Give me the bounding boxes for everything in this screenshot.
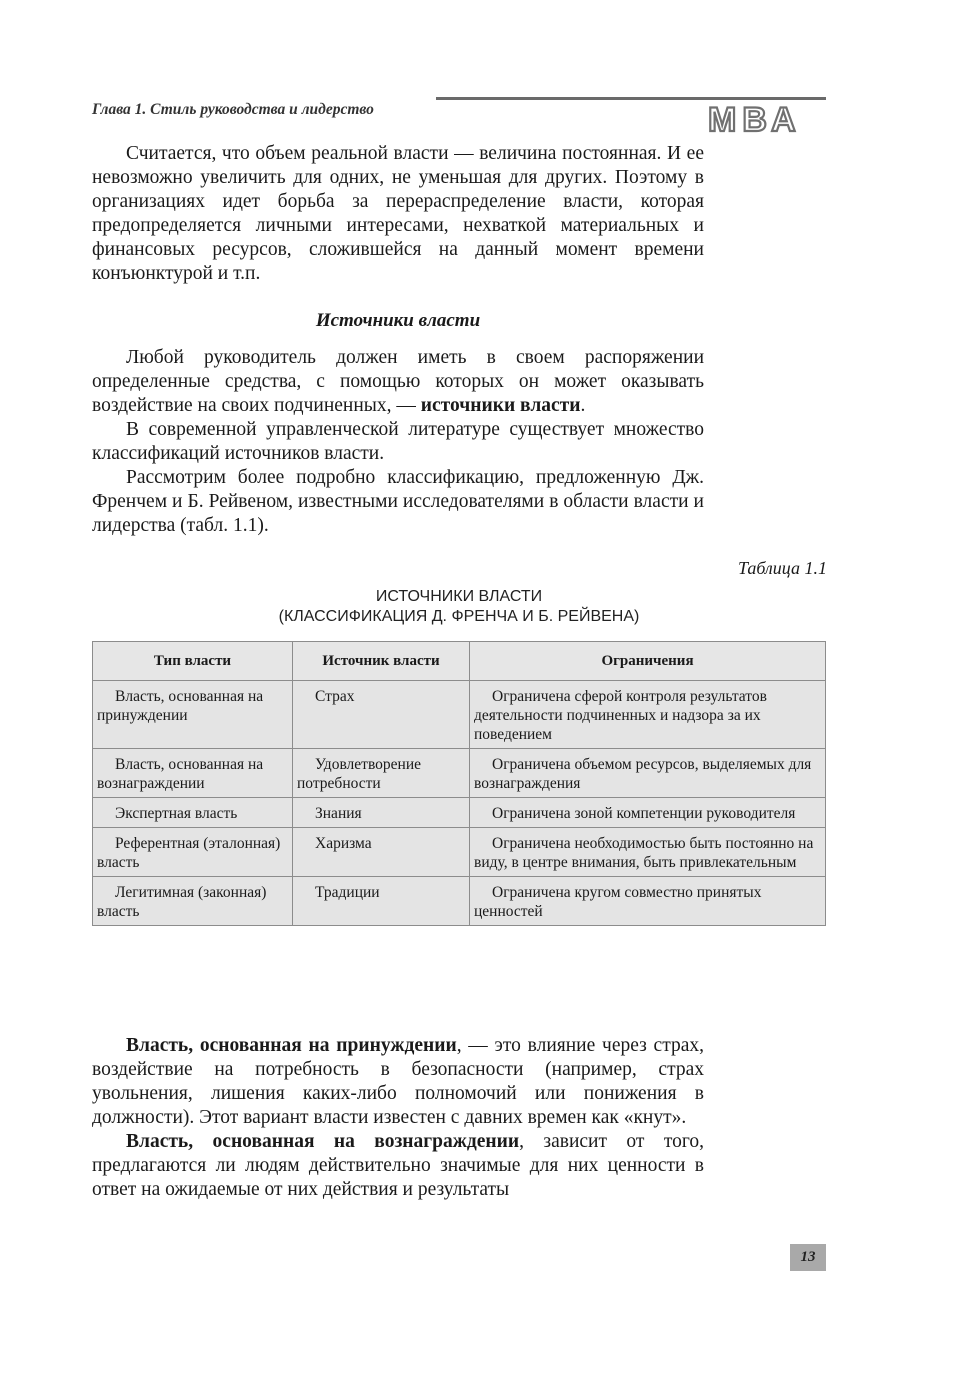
text-span: , — это влияние через страх, воздействие на потребность в безопасности (например, страх увольнения, лишения каких-либо полномочий или понижения в должности). Этот вариант власти известен с давних времен как «кнут». — [92, 1035, 705, 1128]
power-types-paragraph-block — [92, 1034, 704, 1202]
cell-text: Удовлетворение потребности — [297, 756, 422, 792]
cell-text: Ограничена сферой контроля результатов деятельности подчиненных и надзора за их поведением — [474, 688, 767, 743]
intro-paragraph-block — [92, 142, 704, 286]
table-row — [93, 828, 826, 877]
table-cell — [470, 877, 826, 926]
table-cell — [93, 798, 293, 828]
bold-term: Власть, основанная на вознаграждении — [126, 1131, 520, 1152]
cell-text: Ограничена кругом совместно принятых ценностей — [474, 884, 762, 920]
bold-term: источники власти — [420, 395, 581, 416]
paragraph — [92, 346, 704, 418]
paragraph — [92, 1034, 704, 1130]
text-span: Любой руководитель должен иметь в своем распоряжении определенные средства, с помощью которых он может оказывать воздействие на своих подчиненных, — — [92, 347, 704, 416]
cell-text: Ограничена зоной компетенции руководителя — [492, 805, 796, 822]
svg-text:МВА: МВА — [708, 101, 802, 135]
table-cell — [93, 828, 293, 877]
bold-term: Власть, основанная на принуждении — [126, 1035, 457, 1056]
table-row — [93, 798, 826, 828]
page-number: 13 — [790, 1244, 826, 1271]
mba-logo — [708, 101, 828, 135]
paragraph: Считается, что объем реальной власти — величина постоянная. И ее невозможно увеличить для одних, не уменьшая для других. Поэтому в организациях идет борьба за перераспределение власти, которая предопределяется личными интересами, нехваткой материальных и финансовых ресурсов, сложившейся на данный момент времени конъюнктурой и т.п. — [92, 143, 704, 284]
table-cell — [470, 749, 826, 798]
cell-text: Харизма — [315, 835, 372, 852]
table-cell — [293, 749, 470, 798]
sources-paragraph-block — [92, 346, 704, 538]
cell-text: Ограничена объемом ресурсов, выделяемых для вознаграждения — [474, 756, 812, 792]
cell-text: Власть, основанная на вознаграждении — [97, 756, 264, 792]
table-row — [93, 877, 826, 926]
table-cell — [93, 681, 293, 749]
table-row — [93, 681, 826, 749]
section-heading: Источники власти — [315, 310, 481, 331]
paragraph: В современной управленческой литературе существует множество классификаций источников власти. — [92, 419, 704, 464]
table-cell — [93, 749, 293, 798]
paragraph: Рассмотрим более подробно классификацию, предложенную Дж. Френчем и Б. Рейвеном, известными исследователями в области власти и лидерства (табл. 1.1). — [92, 467, 704, 536]
table-cell — [470, 828, 826, 877]
table-cell — [470, 681, 826, 749]
text-span: , зависит от того, предлагаются ли людям действительно значимые для них ценности в ответ на ожидаемые от них действия и результаты — [92, 1131, 704, 1200]
cell-text: Ограничена необходимостью быть постоянно на виду, в центре внимания, быть привлекательным — [474, 835, 814, 871]
cell-text: Власть, основанная на принуждении — [97, 688, 264, 724]
cell-text: Страх — [315, 688, 355, 705]
table-cell — [93, 877, 293, 926]
chapter-title: Глава 1. Стиль руководства и лидерство — [92, 101, 374, 118]
header-rule — [436, 97, 826, 100]
table-cell — [293, 828, 470, 877]
table-cell — [293, 798, 470, 828]
table-cell — [293, 877, 470, 926]
power-sources-table — [92, 641, 826, 926]
table-cell — [470, 798, 826, 828]
text-span: . — [580, 395, 586, 416]
cell-text: Знания — [315, 805, 362, 822]
column-header: Тип власти — [93, 642, 293, 681]
table-header-row — [93, 642, 826, 681]
cell-text: Экспертная власть — [115, 805, 238, 822]
paragraph — [92, 1130, 704, 1202]
column-header: Источник власти — [293, 642, 470, 681]
table-title — [92, 587, 826, 627]
cell-text: Референтная (эталонная) власть — [97, 835, 281, 871]
table-row — [93, 749, 826, 798]
table-label: Таблица 1.1 — [737, 558, 827, 578]
cell-text: Традиции — [315, 884, 380, 901]
table-title-line: (КЛАССИФИКАЦИЯ Д. ФРЕНЧА И Б. РЕЙВЕНА) — [278, 608, 640, 625]
table-cell — [293, 681, 470, 749]
cell-text: Легитимная (законная) власть — [97, 884, 267, 920]
table-title-line: ИСТОЧНИКИ ВЛАСТИ — [375, 588, 543, 605]
column-header: Ограничения — [470, 642, 826, 681]
